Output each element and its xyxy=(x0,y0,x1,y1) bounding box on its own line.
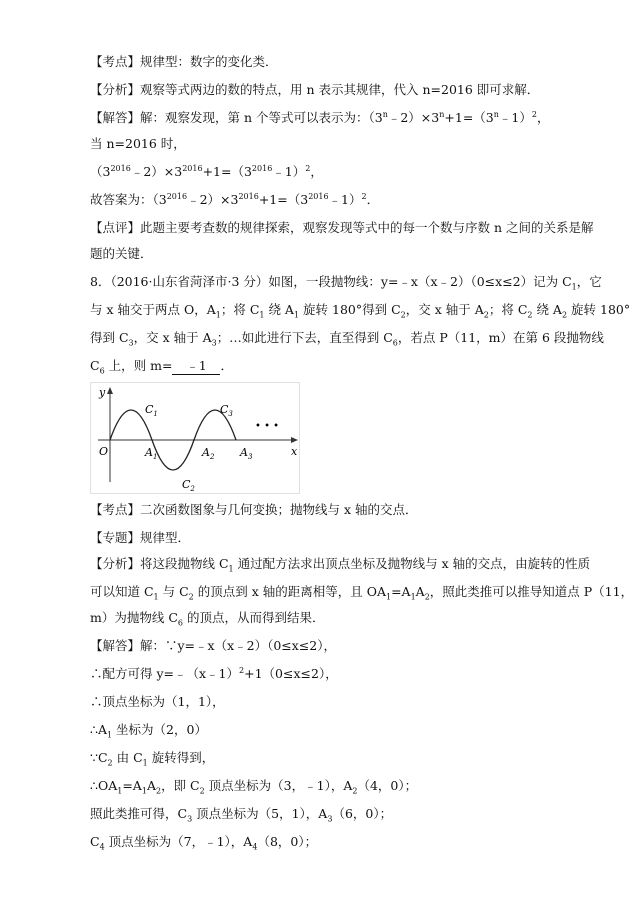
equation-line: $(3^{2016}﹣2)\times 3^{2016}+1=(3^{2016}﹣1)^2$， xyxy=(90,163,323,179)
sol-fenxi-2: 可以知道 $C_1$ 与 $C_2$ 的顶点到 x 轴的距离相等，且 $OA_1=A_1A_2$，照此类推可以推导知道点 P（11， xyxy=(90,584,634,602)
question-8-line-4: $C_6$ 上，则 m= ﹣1 ． xyxy=(90,358,233,376)
sol-fenxi-1: 【分析】将这段抛物线 $C_1$ 通过配方法求出顶点坐标及抛物线与 x 轴的交点，由旋转的性质 xyxy=(90,556,591,574)
sol-jieda-3: ∴顶点坐标为（1，1）， xyxy=(90,694,225,709)
sol-jieda-6: $\therefore OA_1=A_1A_2$，即 $C_2$ 顶点坐标为（3，﹣1），$A_2(4$，0）； xyxy=(90,778,418,796)
when-line: 当 n=2016 时， xyxy=(90,136,186,151)
label-c2: $C_2$ xyxy=(182,478,195,493)
kaodian-line-1: 【考点】规律型：数字的变化类． xyxy=(90,54,278,69)
sol-jieda-7: 照此类推可得，$C_3$ 顶点坐标为（5，1），$A_3(6$，0）； xyxy=(90,806,393,824)
sol-jieda-1: 【解答】解：∵y=﹣x（x﹣2）（0≤x≤2）， xyxy=(90,638,336,653)
label-a3: $A_3$ xyxy=(240,446,253,461)
label-a2: $A_2$ xyxy=(202,446,215,461)
label-a1: $A_1$ xyxy=(145,446,158,461)
fenxi-line-1: 【分析】观察等式两边的数的特点，用 n 表示其规律，代入 n=2016 即可求解． xyxy=(90,82,540,97)
answer-blank: ﹣1 xyxy=(172,358,220,375)
dianping-line-1: 【点评】此题主要考查数的规律探索，观察发现等式中的每一个数与序数 n 之间的关系是解 xyxy=(90,220,594,235)
label-y: y xyxy=(99,386,106,399)
label-c1: $C_1$ xyxy=(145,403,158,418)
sol-jieda-2: ∴配方可得 y=﹣（x﹣1）$^2$+1（0≤x≤2）， xyxy=(90,665,338,681)
label-c3: $C_3$ xyxy=(220,403,233,418)
answer-line: 故答案为：$(3^{2016}﹣2)\times 3^{2016}+1=(3^{2016}﹣1)^2$． xyxy=(90,191,380,207)
label-x: x xyxy=(291,445,298,458)
jieda-line-1: 【解答】解：观察发现，第 n 个等式可以表示为：$(3^n﹣2)\times 3^n+1=(3^n﹣1)^2$， xyxy=(90,109,550,125)
question-8-line-3: 得到 $C_3$，交 x 轴于 $A_3$；…如此进行下去，直至得到 $C_6$，若点 P（11，m）在第 6 段抛物线 xyxy=(90,330,604,348)
sol-kaodian: 【考点】二次函数图象与几何变换；抛物线与 x 轴的交点． xyxy=(90,502,418,517)
parabola-figure xyxy=(90,382,310,494)
sol-jieda-5: $\because C_2$ 由 $C_1$ 旋转得到， xyxy=(90,750,215,768)
sol-fenxi-3: m）为抛物线 $C_6$ 的顶点，从而得到结果． xyxy=(90,610,325,628)
ellipsis-dots: • • • xyxy=(255,421,280,432)
sol-jieda-8: $C_4$ 顶点坐标为（7，﹣1），$A_4(8$，0）； xyxy=(90,834,318,852)
label-o: O xyxy=(99,445,109,458)
question-8-line-1: 8．（2016·山东省菏泽市·3 分）如图，一段抛物线：y=﹣x（x﹣2）（0≤x≤2）记为 $C_1$，它 xyxy=(90,274,602,292)
dianping-line-2: 题的关键． xyxy=(90,246,153,261)
question-8-line-2: 与 x 轴交于两点 O，$A_1$；将 $C_1$ 绕 $A_1$ 旋转 180°得到 $C_2$，交 x 轴于 $A_2$；将 $C_2$ 绕 $A_2$ 旋转 180° xyxy=(90,302,631,320)
sol-jieda-4: $\therefore A_1$ 坐标为（2，0） xyxy=(90,722,207,740)
sol-zhuanti: 【专题】规律型． xyxy=(90,530,191,545)
